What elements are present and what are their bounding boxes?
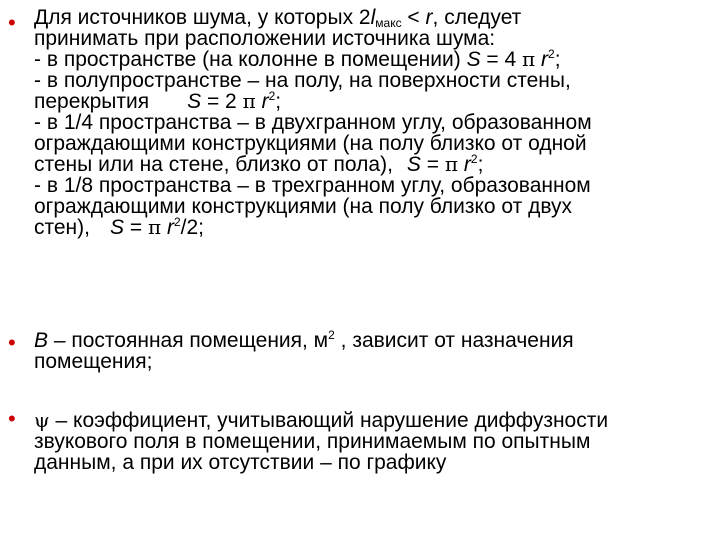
text-line: данным, а при их отсутствии – по графику [34,451,447,474]
text-line: помещения; [34,350,153,373]
text-line: - в 1/4 пространства – в двухгранном углу, образованном [34,111,592,134]
text-line: - в пространстве (на колонне в помещении) S = 4 π $r^2$; [34,47,561,71]
text-line: стены или на стене, близко от пола), S = π $r^2$; [34,152,484,176]
bullet-psi-coefficient [34,410,714,473]
bullet-noise-sources [34,7,714,238]
text-line: ограждающими конструкциями (на полу близко от одной [34,132,587,155]
bullet-marker: • [8,406,16,431]
text-line: стен), S = π $r^2/2$; [34,215,204,239]
text-line: - в 1/8 пространства – в трехгранном углу, образованном [34,174,591,197]
bullet-marker: • [8,330,16,355]
text-line: звукового поля в помещении, принимаемым по опытным [34,430,591,453]
text-line: - в полупространстве – на полу, на поверхности стены, [34,69,571,92]
text-line: ψ – коэффициент, учитывающий нарушение диффузности [34,408,609,432]
text-line: принимать при расположении источника шума: [34,27,496,50]
text-line: Для источников шума, у которых $2l_{макс} < r$, следует [34,6,522,30]
text-line: перекрытия S = 2 π $r^2$; [34,89,282,113]
bullet-marker: • [8,10,16,35]
text-line: ограждающими конструкциями (на полу близко от двух [34,195,573,218]
text-line: B – постоянная помещения, $м^2$ , зависит от назначения [34,328,574,352]
bullet-room-constant [34,330,714,372]
